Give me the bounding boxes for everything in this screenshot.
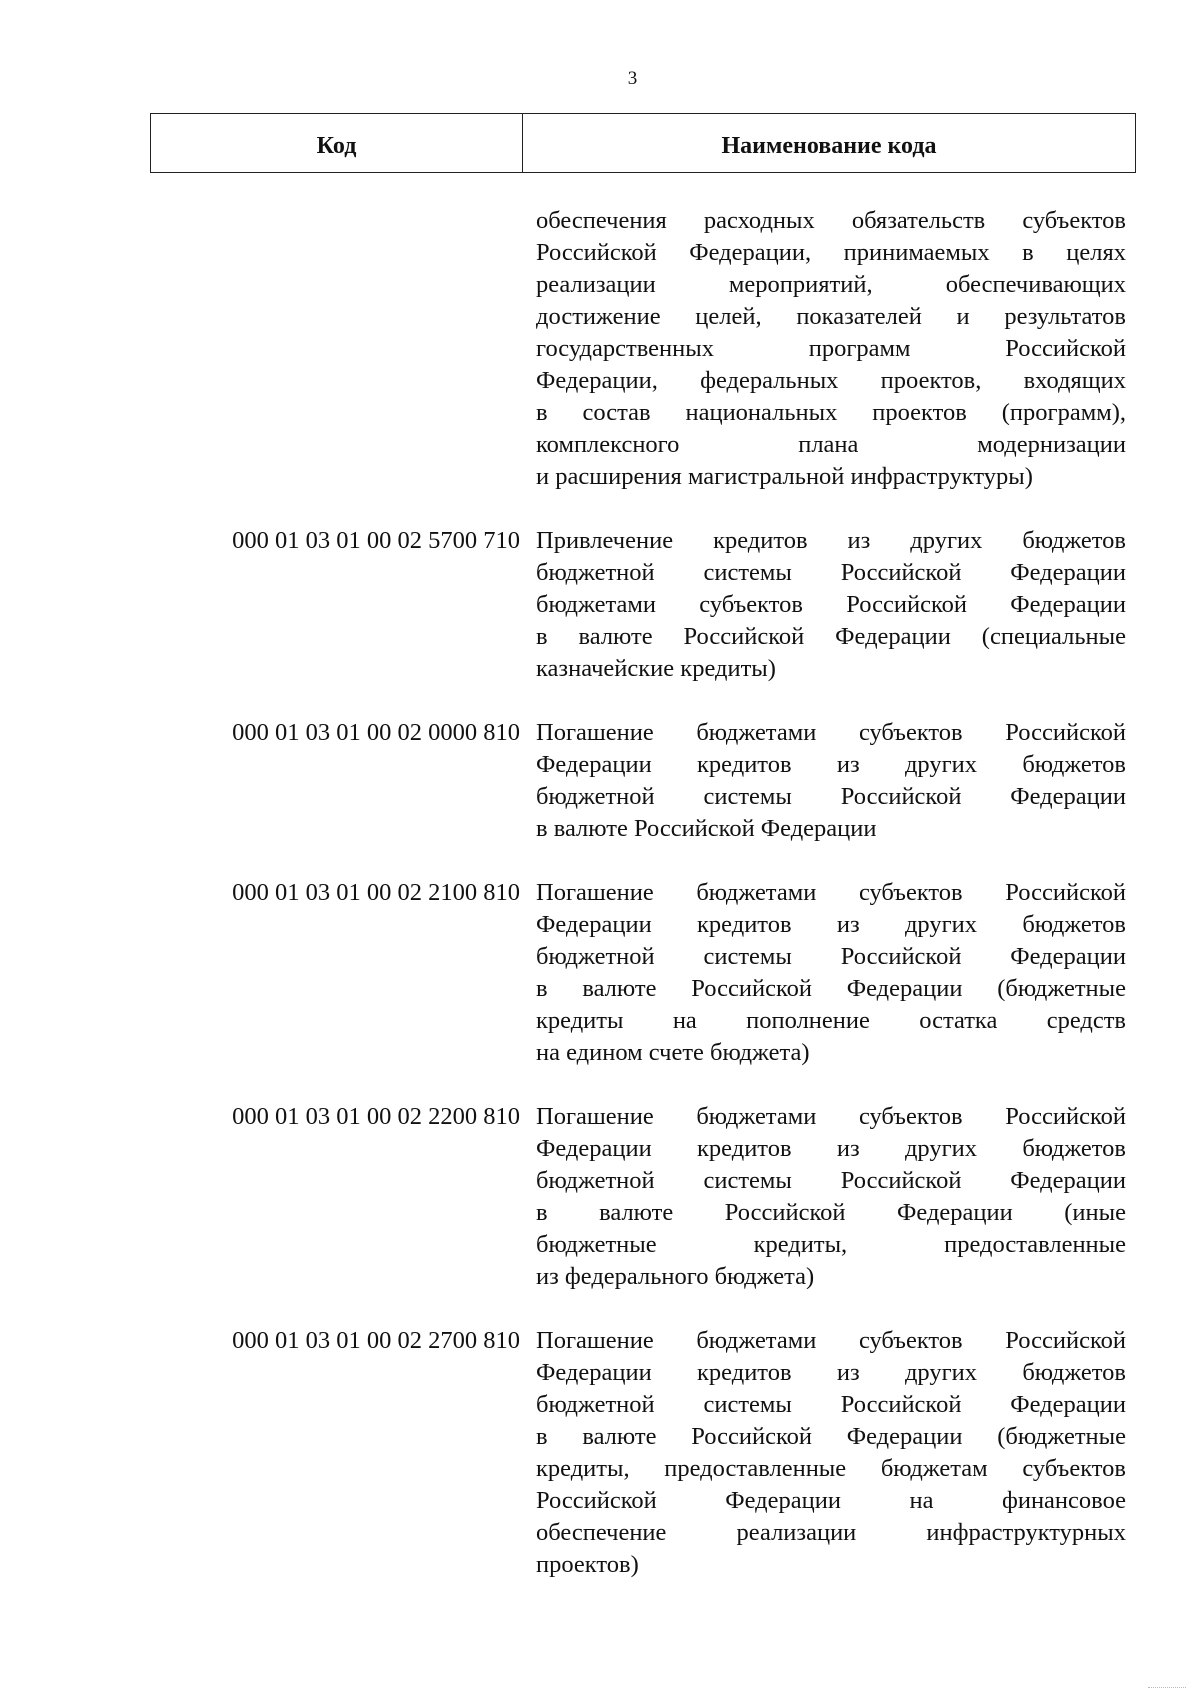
code-table-body xyxy=(150,205,1136,1581)
table-header xyxy=(150,113,1136,173)
row-name-line: Привлечение кредитов из других бюджетов xyxy=(536,527,1126,554)
table-row xyxy=(150,1101,1136,1293)
row-name-line: проектов) xyxy=(536,1551,639,1578)
row-name-line: Российской Федерации, принимаемых в целях xyxy=(536,239,1126,266)
row-name-line: казначейские кредиты) xyxy=(536,655,776,682)
row-code: 000 01 03 01 00 02 2100 810 xyxy=(232,879,520,906)
row-name-line: в валюте Российской Федерации (иные xyxy=(536,1199,1126,1226)
row-code: 000 01 03 01 00 02 2200 810 xyxy=(232,1103,520,1130)
row-name-line: кредиты на пополнение остатка средств xyxy=(536,1007,1126,1034)
row-name-line: комплексного плана модернизации xyxy=(536,431,1126,458)
row-name-line: бюджетной системы Российской Федерации xyxy=(536,783,1126,810)
row-name-line: и расширения магистральной инфраструктуры) xyxy=(536,463,1033,490)
row-name xyxy=(536,205,1126,493)
table-row xyxy=(150,717,1136,845)
row-name-line: Погашение бюджетами субъектов Российской xyxy=(536,1103,1126,1130)
table-row xyxy=(150,1325,1136,1581)
row-name-line: реализации мероприятий, обеспечивающих xyxy=(536,271,1126,298)
scan-artifact xyxy=(1148,1679,1186,1688)
row-name-line: на едином счете бюджета) xyxy=(536,1039,810,1066)
row-code: 000 01 03 01 00 02 5700 710 xyxy=(232,527,520,554)
row-name-line: Погашение бюджетами субъектов Российской xyxy=(536,1327,1126,1354)
row-name-line: в валюте Российской Федерации (бюджетные xyxy=(536,975,1126,1002)
row-name-line: Федерации кредитов из других бюджетов xyxy=(536,911,1126,938)
row-name xyxy=(536,717,1126,845)
row-name-line: достижение целей, показателей и результатов xyxy=(536,303,1126,330)
table-row xyxy=(150,877,1136,1069)
row-name-line: Погашение бюджетами субъектов Российской xyxy=(536,719,1126,746)
row-code: 000 01 03 01 00 02 2700 810 xyxy=(232,1327,520,1354)
row-name-line: бюджетной системы Российской Федерации xyxy=(536,943,1126,970)
row-name-line: бюджетной системы Российской Федерации xyxy=(536,559,1126,586)
row-name-line: обеспечения расходных обязательств субъектов xyxy=(536,207,1126,234)
row-name-line: Федерации, федеральных проектов, входящих xyxy=(536,367,1126,394)
row-name-line: из федерального бюджета) xyxy=(536,1263,815,1290)
row-name-line: в валюте Российской Федерации (специальные xyxy=(536,623,1126,650)
table-row xyxy=(150,205,1136,493)
table-row xyxy=(150,525,1136,685)
row-name-line: бюджетами субъектов Российской Федерации xyxy=(536,591,1126,618)
page-number: 3 xyxy=(627,68,638,89)
row-name-line: в состав национальных проектов (программ), xyxy=(536,399,1126,426)
row-name xyxy=(536,1325,1126,1581)
row-name-line: Погашение бюджетами субъектов Российской xyxy=(536,879,1126,906)
row-name-line: Российской Федерации на финансовое xyxy=(536,1487,1126,1514)
header-code-label: Код xyxy=(151,114,523,172)
row-name xyxy=(536,1101,1126,1293)
row-name-line: Федерации кредитов из других бюджетов xyxy=(536,1135,1126,1162)
row-name-line: в валюте Российской Федерации (бюджетные xyxy=(536,1423,1126,1450)
row-name-line: государственных программ Российской xyxy=(536,335,1126,362)
row-name-line: бюджетной системы Российской Федерации xyxy=(536,1391,1126,1418)
row-name xyxy=(536,877,1126,1069)
header-name-label: Наименование кода xyxy=(721,132,937,159)
row-name-line: обеспечение реализации инфраструктурных xyxy=(536,1519,1126,1546)
row-name-line: в валюте Российской Федерации xyxy=(536,815,877,842)
row-name-line: кредиты, предоставленные бюджетам субъектов xyxy=(536,1455,1126,1482)
row-name-line: бюджетной системы Российской Федерации xyxy=(536,1167,1126,1194)
row-name xyxy=(536,525,1126,685)
row-name-line: бюджетные кредиты, предоставленные xyxy=(536,1231,1126,1258)
row-name-line: Федерации кредитов из других бюджетов xyxy=(536,1359,1126,1386)
row-name-line: Федерации кредитов из других бюджетов xyxy=(536,751,1126,778)
row-code: 000 01 03 01 00 02 0000 810 xyxy=(232,719,520,746)
